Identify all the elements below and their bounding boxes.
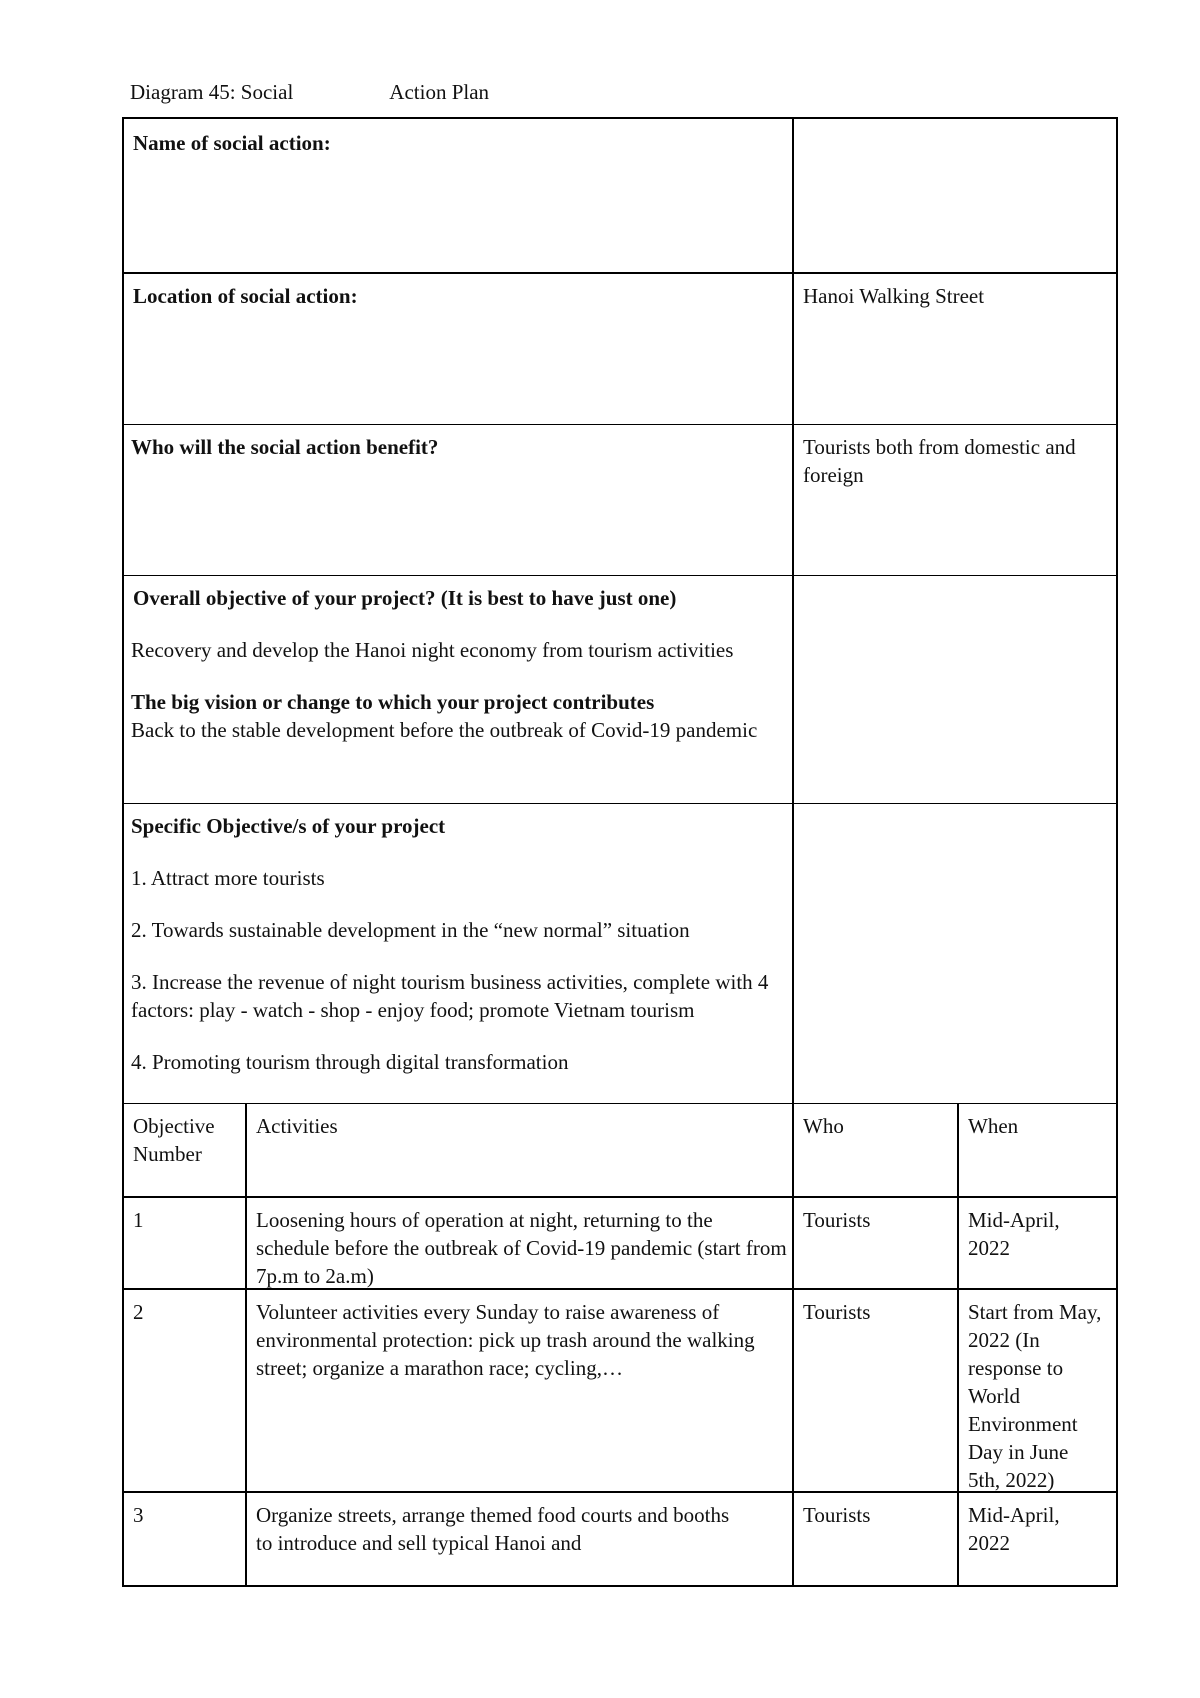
row-name-of-action [124,119,1116,273]
row-specific-objectives [124,803,1116,1104]
caption-subtitle: Action Plan [389,80,490,104]
header-activities: Activities [256,1114,338,1138]
table-row [124,1491,1116,1585]
specific-objective-item: 1. Attract more tourists [131,866,325,890]
row-who: Tourists [803,1503,871,1527]
specific-objective-item: 4. Promoting tourism through digital transformation [131,1050,569,1074]
row-when: Mid-April, 2022 [968,1503,1060,1555]
row-benefit [124,424,1116,576]
row-location [124,272,1116,425]
row-who: Tourists [803,1300,871,1324]
table-row [124,1196,1116,1289]
overall-objective-text: Recovery and develop the Hanoi night economy from tourism activities [131,638,734,662]
row-when: Mid-April, 2022 [968,1208,1060,1260]
specific-objective-item: 3. Increase the revenue of night tourism business activities, complete with 4 factors: play - watch - shop - enjoy food; promote Vietnam tourism [131,970,769,1022]
label-specific-objectives: Specific Objective/s of your project [131,814,446,838]
row-when: Start from May, 2022 (In response to World Environment Day in June 5th, 2022) [968,1300,1102,1492]
header-when: When [968,1114,1019,1138]
value-location: Hanoi Walking Street [803,284,985,308]
table-row [124,1288,1116,1492]
row-number: 3 [133,1503,144,1527]
label-big-vision: The big vision or change to which your project contributes [131,690,655,714]
row-number: 1 [133,1208,144,1232]
caption-title: Diagram 45: Social [130,80,294,104]
activities-header-row [124,1103,1116,1197]
row-number: 2 [133,1300,144,1324]
label-name-of-action: Name of social action: [133,131,331,155]
row-activity: Loosening hours of operation at night, returning to the schedule before the outbreak of Covid-19 pandemic (start from 7p.m to 2a.m) [256,1208,787,1288]
value-benefit: Tourists both from domestic and foreign [803,435,1076,487]
specific-objective-item: 2. Towards sustainable development in the “new normal” situation [131,918,690,942]
label-overall-objective: Overall objective of your project? (It is best to have just one) [133,586,677,610]
header-who: Who [803,1114,844,1138]
label-location: Location of social action: [133,284,358,308]
diagram-caption [130,78,489,106]
label-benefit: Who will the social action benefit? [131,435,439,459]
row-activity: Organize streets, arrange themed food courts and booths to introduce and sell typical Hanoi and [256,1503,730,1555]
action-plan-table [122,117,1118,1587]
row-overall-objective [124,575,1116,804]
big-vision-text: Back to the stable development before the outbreak of Covid-19 pandemic [131,718,758,742]
header-objective-number: Objective Number [133,1114,215,1166]
row-who: Tourists [803,1208,871,1232]
row-activity: Volunteer activities every Sunday to raise awareness of environmental protection: pick up trash around the walking street; organize a marathon race; cycling,… [256,1300,755,1380]
